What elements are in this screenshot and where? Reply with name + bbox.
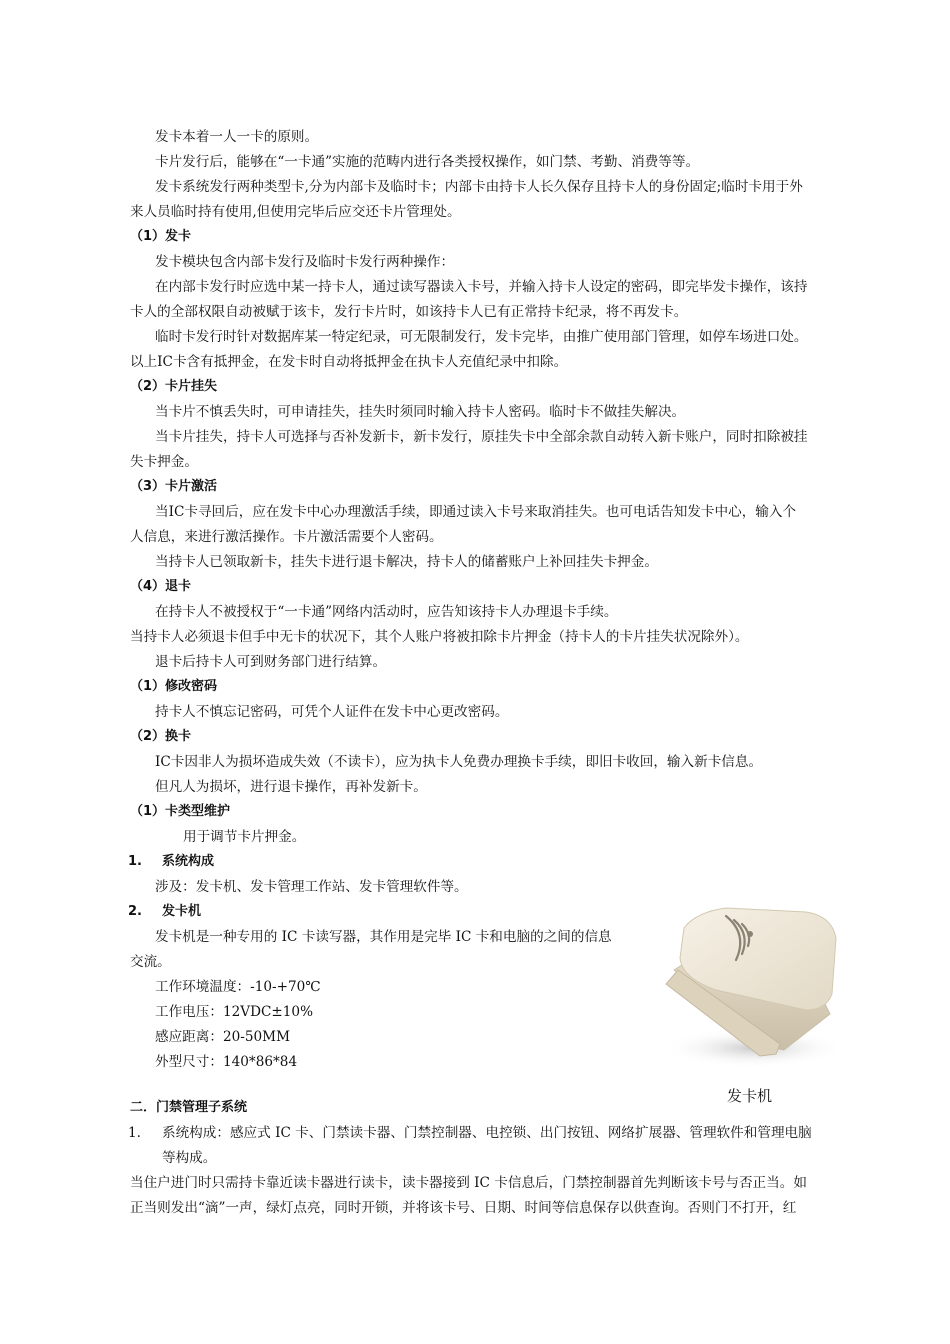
paragraph: 发卡模块包含内部卡发行及临时卡发行两种操作：	[155, 254, 455, 270]
subheading-issue-card: （1）发卡	[130, 229, 192, 244]
section-title: 系统构成	[162, 854, 215, 869]
section-number: 2.	[128, 904, 142, 919]
list-text: 系统构成：感应式 IC 卡、门禁读卡器、门禁控制器、电控锁、出门按钮、网络扩展器、管理软件和管理电脑	[162, 1125, 812, 1141]
paragraph: 发卡系统发行两种类型卡,分为内部卡及临时卡；内部卡由持卡人长久保存且持卡人的身份固定;临时卡用于外	[155, 179, 803, 195]
paragraph: 当持卡人已领取新卡，挂失卡进行退卡解决，持卡人的储蓄账户上补回挂失卡押金。	[155, 554, 658, 570]
spec-item: 感应距离：20-50MM	[155, 1029, 290, 1045]
paragraph: IC卡因非人为损坏造成失效（不读卡），应为执卡人免费办理换卡手续，即旧卡收回，输入新卡信息。	[155, 754, 763, 770]
subheading-card-activation: （3）卡片激活	[130, 479, 218, 494]
subheading-change-password: （1）修改密码	[130, 679, 218, 694]
paragraph: 卡人的全部权限自动被赋于该卡，发行卡片时，如该持卡人已有正常持卡纪录，将不再发卡。	[130, 304, 688, 320]
subheading-card-loss: （2）卡片挂失	[130, 379, 218, 394]
paragraph: 在内部卡发行时应选中某一持卡人，通过读写器读入卡号，并输入持卡人设定的密码，即完毕发卡操作，该持	[155, 279, 808, 295]
card-reader-image	[656, 898, 852, 1070]
subheading-replace-card: （2）换卡	[130, 729, 192, 744]
paragraph: 等构成。	[162, 1150, 217, 1166]
paragraph: 以上IC卡含有抵押金，在发卡时自动将抵押金在执卡人充值纪录中扣除。	[130, 354, 568, 370]
paragraph: 当卡片不慎丢失时，可申请挂失，挂失时须同时输入持卡人密码。临时卡不做挂失解决。	[155, 404, 686, 420]
paragraph: 人信息，来进行激活操作。卡片激活需要个人密码。	[130, 529, 443, 545]
paragraph: 但凡人为损坏，进行退卡操作，再补发新卡。	[155, 779, 427, 795]
paragraph: 在持卡人不被授权于“一卡通”网络内活动时，应告知该持卡人办理退卡手续。	[155, 604, 618, 620]
list-number: 1.	[128, 1125, 141, 1141]
paragraph: 退卡后持卡人可到财务部门进行结算。	[155, 654, 387, 670]
paragraph: 失卡押金。	[130, 454, 198, 470]
paragraph: 当卡片挂失，持卡人可选择与否补发新卡，新卡发行，原挂失卡中全部余款自动转入新卡账户，同时扣除被挂	[155, 429, 808, 445]
section-heading-card-machine	[128, 903, 201, 921]
paragraph: 来人员临时持有使用,但使用完毕后应交还卡片管理处。	[130, 204, 461, 220]
subheading-return-card: （4）退卡	[130, 579, 192, 594]
list-item	[128, 1124, 812, 1142]
image-caption: 发卡机	[727, 1087, 773, 1105]
subheading-card-type: （1）卡类型维护	[130, 804, 231, 819]
spec-item: 工作环境温度：-10-+70℃	[155, 979, 321, 995]
paragraph: 用于调节卡片押金。	[183, 829, 306, 845]
paragraph: 交流。	[130, 954, 171, 970]
paragraph: 正当则发出“滴”一声，绿灯点亮，同时开锁，并将该卡号、日期、时间等信息保存以供查询。否则门不打开，红	[130, 1200, 797, 1216]
paragraph: 发卡本着一人一卡的原则。	[155, 129, 319, 145]
paragraph: 持卡人不慎忘记密码，可凭个人证件在发卡中心更改密码。	[155, 704, 509, 720]
chapter-heading: 二．门禁管理子系统	[130, 1100, 248, 1115]
section-title: 发卡机	[162, 904, 202, 919]
spec-item: 外型尺寸：140*86*84	[155, 1054, 298, 1070]
section-number: 1.	[128, 854, 142, 869]
paragraph: 当IC卡寻回后，应在发卡中心办理激活手续，即通过读入卡号来取消挂失。也可电话告知发卡中心，输入个	[155, 504, 797, 520]
paragraph: 发卡机是一种专用的 IC 卡读写器，其作用是完毕 IC 卡和电脑的之间的信息	[155, 929, 612, 945]
paragraph: 涉及：发卡机、发卡管理工作站、发卡管理软件等。	[155, 879, 468, 895]
section-heading-system	[128, 853, 214, 871]
paragraph: 当住户进门时只需持卡靠近读卡器进行读卡，读卡器接到 IC 卡信息后，门禁控制器首先判断该卡号与否正当。如	[130, 1175, 807, 1191]
paragraph: 当持卡人必须退卡但手中无卡的状况下，其个人账户将被扣除卡片押金（持卡人的卡片挂失状况除外）。	[130, 629, 749, 645]
paragraph: 临时卡发行时针对数据库某一特定纪录，可无限制发行，发卡完毕，由推广使用部门管理，如停车场进口处。	[155, 329, 808, 345]
paragraph: 卡片发行后，能够在“一卡通”实施的范畴内进行各类授权操作，如门禁、考勤、消费等等。	[155, 154, 700, 170]
spec-item: 工作电压：12VDC±10%	[155, 1004, 313, 1020]
